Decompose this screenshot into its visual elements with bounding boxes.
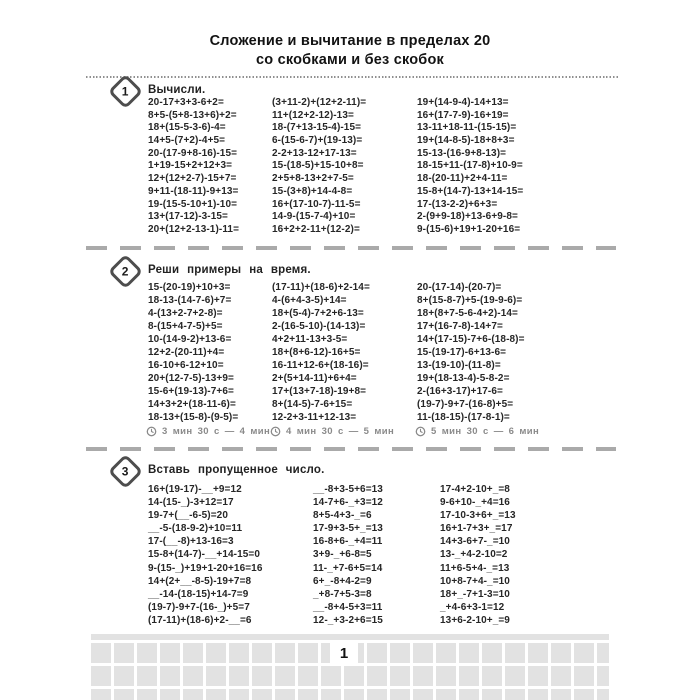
- expression: 16+(17-7-9)-16+19=: [417, 109, 509, 121]
- clock-icon: [415, 426, 426, 437]
- expression: 16+(19-17)-__+9=12: [148, 484, 242, 495]
- time-target-2: [270, 426, 394, 437]
- clock-icon: [146, 426, 157, 437]
- section-missing-number: [0, 458, 700, 628]
- expression: 20-(17-14)-(20-7)=: [417, 282, 502, 293]
- section-1-number: 1: [122, 84, 129, 99]
- expression: 12+2-(20-11)+4=: [148, 347, 225, 358]
- expression: 15-8+(14-7)-13+14-15=: [417, 185, 524, 197]
- expression: 17+(13+7-18)-19+8=: [272, 386, 367, 397]
- expression: 13+6-2-10+_=9: [440, 614, 510, 626]
- expression: 15-(3+8)+14-4-8=: [272, 185, 353, 197]
- section-divider: [86, 447, 616, 451]
- time-target-text: 4 мин 30 с — 5 мин: [286, 426, 395, 437]
- time-target-text: 5 мин 30 с — 6 мин: [431, 426, 540, 437]
- time-target-text: 3 мин 30 с — 4 мин: [162, 426, 271, 437]
- section-3-number: 3: [122, 464, 129, 479]
- expression: 2-2+13-12+17-13=: [272, 147, 357, 159]
- expression: 15-13-(16-9+8-13)=: [417, 147, 507, 159]
- expression: 10+8-7+4-_=10: [440, 575, 510, 587]
- expression: 2+(5+14-11)+6+4=: [272, 373, 357, 384]
- section-1-column-2: [272, 97, 366, 237]
- expression: 11-_+7-6+5=14: [313, 562, 383, 574]
- expression: 15-(18-5)+15-10+8=: [272, 160, 364, 172]
- section-divider: [86, 246, 616, 250]
- expression: 17-4+2-10+_=8: [440, 484, 510, 495]
- expression: 8+5-(5+8-13+6)+2=: [148, 109, 237, 121]
- expression: (19-7)-9+7-(16-_)+5=7: [148, 601, 250, 613]
- page-title-line2: со скобками и без скобок: [256, 52, 444, 68]
- section-2-label: Реши примеры на время.: [148, 264, 311, 276]
- expression: _+8-7+5-3=8: [313, 588, 372, 600]
- expression: 8+(15-8-7)+5-(19-9-6)=: [417, 295, 523, 306]
- expression: 17-(__-8)+13-16=3: [148, 536, 234, 548]
- page-number: 1: [330, 643, 358, 664]
- expression: 17-9+3-5+_=13: [313, 523, 383, 535]
- section-3-column-1: [148, 483, 263, 627]
- expression: 14+3-6+7-_=10: [440, 536, 510, 548]
- expression: 16-10+6-12+10=: [148, 360, 224, 371]
- expression: 19+(14-8-5)-18+8+3=: [417, 135, 515, 147]
- expression: 8-(15+4-7-5)+5=: [148, 321, 223, 332]
- expression: (17-11)+(18-6)+2-__=6: [148, 614, 252, 626]
- expression: 19+(18-13-4)-5-8-2=: [417, 373, 510, 384]
- expression: 14-9-(15-7-4)+10=: [272, 211, 356, 223]
- expression: 14-(15-_)-3+12=17: [148, 497, 234, 509]
- expression: __-8+3-5+6=13: [313, 484, 383, 495]
- expression: 20-17+3+3-6+2=: [148, 97, 224, 108]
- expression: (17-11)+(18-6)+2-14=: [272, 282, 370, 293]
- expression: 12-_+3-2+6=15: [313, 614, 383, 626]
- expression: 20-(17-9+8-16)-15=: [148, 147, 238, 159]
- expression: 18+(8+7-5-6-4+2)-14=: [417, 308, 518, 319]
- section-3-badge: [108, 454, 143, 489]
- page-title: [0, 32, 700, 70]
- expression: 16-11+12-6+(18-16)=: [272, 360, 369, 371]
- expression: 3+9-_+6-8=5: [313, 549, 372, 561]
- expression: 17-10-3+6+_=13: [440, 510, 516, 522]
- expression: 9-(15-_)+19+1-20+16=16: [148, 562, 263, 574]
- section-1-column-1: [148, 97, 239, 237]
- expression: 16+2+2-11+(12-2)=: [272, 223, 360, 235]
- expression: 14+(17-15)-7+6-(18-8)=: [417, 334, 525, 345]
- expression: 14+3+2+(18-11-6)=: [148, 399, 236, 410]
- expression: 20+(12-7-5)-13+9=: [148, 373, 234, 384]
- expression: __-14-(18-15)+14-7=9: [148, 588, 249, 600]
- expression: 18-15+11-(17-8)+10-9=: [417, 160, 523, 172]
- expression: 16+1-7+3+_=17: [440, 523, 513, 535]
- expression: 2-(16+3-17)+17-6=: [417, 386, 503, 397]
- expression: 18+(8+6-12)-16+5=: [272, 347, 361, 358]
- expression: 15-(20-19)+10+3=: [148, 282, 231, 293]
- expression: 18-13+(15-8)-(9-5)=: [148, 412, 239, 423]
- section-timed: [0, 258, 700, 447]
- expression: 4-(6+4-3-5)+14=: [272, 295, 347, 306]
- expression: 18+(5-4)-7+2+6-13=: [272, 308, 364, 319]
- expression: 17+(16-7-8)-14+7=: [417, 321, 503, 332]
- expression: 18-(7+13-15-4)-15=: [272, 122, 362, 134]
- expression: 15-8+(14-7)-__+14-15=0: [148, 549, 260, 561]
- expression: 18-(20-11)+2+4-11=: [417, 173, 508, 185]
- expression: 15-6+(19-13)-7+6=: [148, 386, 234, 397]
- expression: 14-7+6-_+3=12: [313, 497, 383, 509]
- time-target-1: [146, 426, 270, 437]
- expression: __-5-(18-9-2)+10=11: [148, 523, 243, 535]
- expression: (19-7)-9+7-(16-8)+5=: [417, 399, 514, 410]
- expression: 10-(14-9-2)+13-6=: [148, 334, 232, 345]
- expression: 14+(2+__-8-5)-19+7=8: [148, 575, 252, 587]
- expression: 12+(12+2-7)-15+7=: [148, 173, 237, 185]
- section-2-badge: [108, 254, 143, 289]
- expression: 2+5+8-13+2+7-5=: [272, 173, 354, 185]
- expression: 19-7+(__-6-5)=20: [148, 510, 228, 522]
- expression: 14+5-(7+2)-4+5=: [148, 135, 226, 147]
- expression: 18+(15-5-3-6)-4=: [148, 122, 226, 134]
- expression: 18+_-7+1-3=10: [440, 588, 510, 600]
- grid-paper-top-bar: [91, 634, 609, 640]
- expression: 20+(12+2-13-1)-11=: [148, 223, 240, 235]
- expression: 8+5-4+3-_=6: [313, 510, 372, 522]
- expression: 11-(18-15)-(17-8-1)=: [417, 412, 510, 423]
- section-2-number: 2: [122, 264, 129, 279]
- expression: 13-(19-10)-(11-8)=: [417, 360, 501, 371]
- expression: 4+2+11-13+3-5=: [272, 334, 348, 345]
- expression: 9-6+10-_+4=16: [440, 497, 510, 509]
- clock-icon: [270, 426, 281, 437]
- section-calculate: [0, 78, 700, 246]
- section-1-label: Вычисли.: [148, 84, 206, 96]
- expression: 17-(13-2-2)+6+3=: [417, 198, 498, 210]
- section-1-column-3: [417, 97, 523, 237]
- expression: 16-8+6-_+4=11: [313, 536, 383, 548]
- expression: 11+6-5+4-_=13: [440, 562, 510, 574]
- expression: 19-(15-5-10+1)-10=: [148, 198, 238, 210]
- expression: 13+(17-12)-3-15=: [148, 211, 228, 223]
- section-2-column-1: [148, 281, 238, 424]
- expression: 6-(15-6-7)+(19-13)=: [272, 135, 363, 147]
- expression: (3+11-2)+(12+2-11)=: [272, 97, 367, 108]
- section-2-column-3: [417, 281, 525, 424]
- section-3-column-3: [440, 483, 516, 627]
- time-targets-row: [0, 426, 700, 440]
- expression: _+4-6+3-1=12: [440, 601, 505, 613]
- expression: 11+(12+2-12)-13=: [272, 109, 354, 121]
- expression: 6+_-8+4-2=9: [313, 575, 372, 587]
- expression: 15-(19-17)-6+13-6=: [417, 347, 507, 358]
- expression: 19+(14-9-4)-14+13=: [417, 97, 509, 108]
- page-title-line1: Сложение и вычитание в пределах 20: [209, 33, 491, 49]
- section-3-label: Вставь пропущенное число.: [148, 464, 325, 476]
- expression: 1+19-15+2+12+3=: [148, 160, 233, 172]
- expression: 16+(17-10-7)-11-5=: [272, 198, 361, 210]
- expression: 9-(15-6)+19+1-20+16=: [417, 223, 521, 235]
- time-target-3: [415, 426, 539, 437]
- expression: 12-2+3-11+12-13=: [272, 412, 357, 423]
- section-1-badge: [108, 74, 143, 109]
- expression: 8+(14-5)-7-6+15=: [272, 399, 353, 410]
- section-2-column-2: [272, 281, 370, 424]
- expression: __-8+4-5+3=11: [313, 601, 383, 613]
- expression: 2-(9+9-18)+13-6+9-8=: [417, 211, 518, 223]
- expression: 18-13-(14-7-6)+7=: [148, 295, 232, 306]
- section-3-column-2: [313, 483, 383, 627]
- expression: 9+11-(18-11)-9+13=: [148, 185, 239, 197]
- expression: 4-(13+2-7+2-8)=: [148, 308, 223, 319]
- expression: 13-_+4-2-10=2: [440, 549, 508, 561]
- expression: 13-11+18-11-(15-15)=: [417, 122, 517, 134]
- expression: 2-(16-5-10)-(14-13)=: [272, 321, 366, 332]
